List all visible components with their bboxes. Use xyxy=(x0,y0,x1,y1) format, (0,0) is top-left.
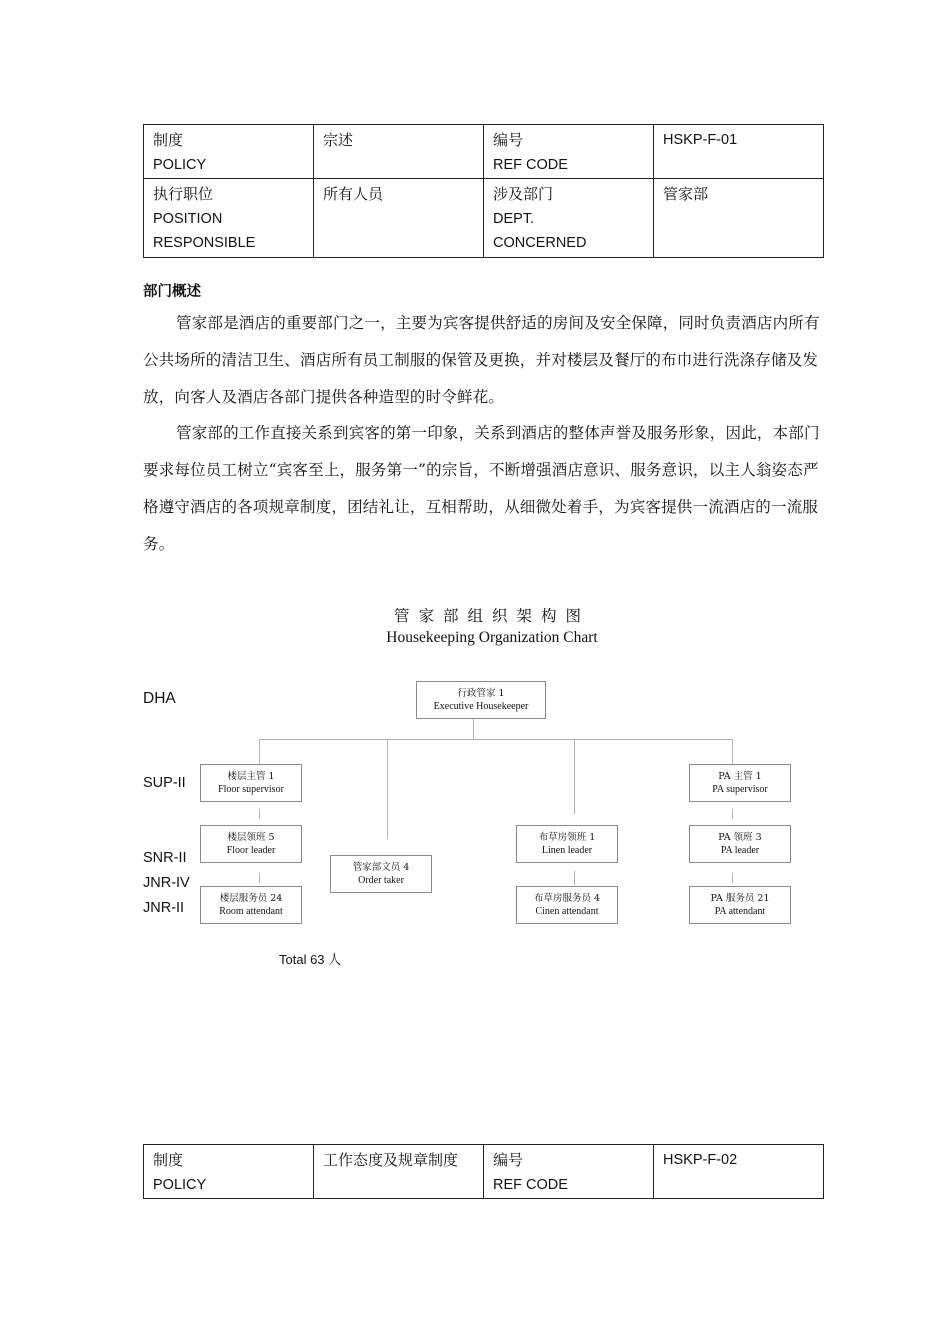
level-label-jnr-iv: JNR-IV xyxy=(143,875,190,891)
level-label-dha: DHA xyxy=(143,690,176,707)
position-label-cell xyxy=(144,179,314,258)
dept-label-cn: 涉及部门 xyxy=(493,185,554,203)
ref-code-label-en: REF CODE xyxy=(493,1176,568,1193)
org-chart-title-cn: 管家部组织架构图 xyxy=(393,607,590,625)
total-headcount xyxy=(279,949,341,968)
org-node-label-cn: 布草房领班 1 xyxy=(538,832,596,843)
org-node-label-en: Floor supervisor xyxy=(218,784,284,795)
org-node-label-en: Linen leader xyxy=(541,845,593,856)
policy-value: 宗述 xyxy=(323,131,354,149)
org-node-order-taker xyxy=(330,855,432,893)
table-row xyxy=(144,179,824,258)
org-node-floor-supervisor xyxy=(200,764,302,802)
org-node-label-en: Order taker xyxy=(358,875,404,886)
dept-label-en-2: CONCERNED xyxy=(493,235,587,251)
policy-label-en: POLICY xyxy=(153,1176,207,1193)
connector-line xyxy=(732,873,733,883)
org-node-label-en: PA attendant xyxy=(714,906,766,917)
org-node-label-cn: 管家部文员 4 xyxy=(352,862,410,873)
connector-line xyxy=(732,809,733,819)
total-unit: 人 xyxy=(328,953,342,968)
org-node-pa-attendant xyxy=(689,886,791,924)
org-node-label-cn: 楼层主管 1 xyxy=(227,771,275,782)
org-node-label-en: Cinen attendant xyxy=(535,906,599,917)
connector-line xyxy=(259,873,260,883)
policy-value-cell xyxy=(314,1145,484,1199)
dept-label-cell xyxy=(484,179,654,258)
policy-header-table-2 xyxy=(143,1144,824,1199)
dept-label-en-1: DEPT. xyxy=(493,210,535,227)
org-chart-title-en: Housekeeping Organization Chart xyxy=(386,629,598,646)
policy-label-en: POLICY xyxy=(153,156,207,173)
org-node-room-attendant xyxy=(200,886,302,924)
org-node-label-en: PA supervisor xyxy=(712,784,768,795)
policy-value: 工作态度及规章制度 xyxy=(323,1151,459,1169)
ref-code-value: HSKP-F-01 xyxy=(663,132,738,148)
policy-label-cell xyxy=(144,1145,314,1199)
position-value-cell xyxy=(314,179,484,258)
connector-line xyxy=(732,739,733,765)
position-label-en-2: RESPONSIBLE xyxy=(153,235,256,251)
ref-code-label-en: REF CODE xyxy=(493,156,568,173)
ref-code-label-cell xyxy=(484,125,654,179)
ref-code-value-cell xyxy=(654,1145,824,1199)
connector-line xyxy=(259,739,733,740)
org-node-pa-leader xyxy=(689,825,791,863)
section-title: 部门概述 xyxy=(143,284,201,300)
org-node-label-en: Floor leader xyxy=(226,845,276,856)
position-label-cn: 执行职位 xyxy=(153,185,214,203)
position-label-en-1: POSITION xyxy=(153,210,223,227)
org-node-label-cn: 行政管家 1 xyxy=(457,688,505,699)
connector-line xyxy=(574,871,575,885)
dept-value-cell xyxy=(654,179,824,258)
ref-code-label-cn: 编号 xyxy=(493,131,524,149)
org-node-label-cn: 楼层领班 5 xyxy=(227,832,275,843)
level-label-snr: SNR-II xyxy=(143,850,187,866)
ref-code-label-cn: 编号 xyxy=(493,1151,524,1169)
org-node-label-cn: 楼层服务员 24 xyxy=(219,893,283,904)
connector-line xyxy=(259,739,260,765)
policy-label-cn: 制度 xyxy=(153,1151,184,1169)
dept-value: 管家部 xyxy=(663,185,709,203)
policy-header-table-1 xyxy=(143,124,824,258)
level-label-sup: SUP-II xyxy=(143,775,186,791)
ref-code-label-cell xyxy=(484,1145,654,1199)
table-row xyxy=(144,1145,824,1199)
org-node-label-cn: PA 服务员 21 xyxy=(710,893,770,904)
total-label: Total 63 xyxy=(279,952,325,967)
connector-line xyxy=(574,739,575,814)
org-node-label-cn: PA 领班 3 xyxy=(718,832,762,843)
ref-code-value: HSKP-F-02 xyxy=(663,1152,738,1168)
org-node-linen-leader xyxy=(516,825,618,863)
org-node-label-en: PA leader xyxy=(720,845,760,856)
connector-line xyxy=(387,739,388,839)
policy-label-cell xyxy=(144,125,314,179)
connector-line xyxy=(473,719,474,739)
paragraph-2: 管家部的工作直接关系到宾客的第一印象，关系到酒店的整体声誉及服务形象，因此，本部门要求每位员工树立“宾客至上，服务第一”的宗旨，不断增强酒店意识、服务意识，以主人翁姿态严格遵守酒店的各项规章制度，团结礼让，互相帮助，从细微处着手，为宾客提供一流酒店的一流服务。 xyxy=(143,424,820,553)
connector-line xyxy=(259,809,260,819)
position-value: 所有人员 xyxy=(323,185,384,203)
org-node-label-en: Executive Housekeeper xyxy=(433,701,529,712)
policy-label-cn: 制度 xyxy=(153,131,184,149)
paragraph-1: 管家部是酒店的重要部门之一，主要为宾客提供舒适的房间及安全保障，同时负责酒店内所有公共场所的清洁卫生、酒店所有员工制服的保管及更换，并对楼层及餐厅的布巾进行洗涤存储及发放，向客人及酒店各部门提供各种造型的时令鲜花。 xyxy=(143,314,820,406)
org-node-executive-housekeeper xyxy=(416,681,546,719)
level-label-jnr-ii: JNR-II xyxy=(143,900,185,916)
table-row xyxy=(144,125,824,179)
org-node-cinen-attendant xyxy=(516,886,618,924)
org-node-label-en: Room attendant xyxy=(219,906,283,917)
policy-value-cell xyxy=(314,125,484,179)
org-node-label-cn: 布草房服务员 4 xyxy=(533,893,601,904)
ref-code-value-cell xyxy=(654,125,824,179)
org-node-pa-supervisor xyxy=(689,764,791,802)
org-node-label-cn: PA 主管 1 xyxy=(718,771,762,782)
org-node-floor-leader xyxy=(200,825,302,863)
